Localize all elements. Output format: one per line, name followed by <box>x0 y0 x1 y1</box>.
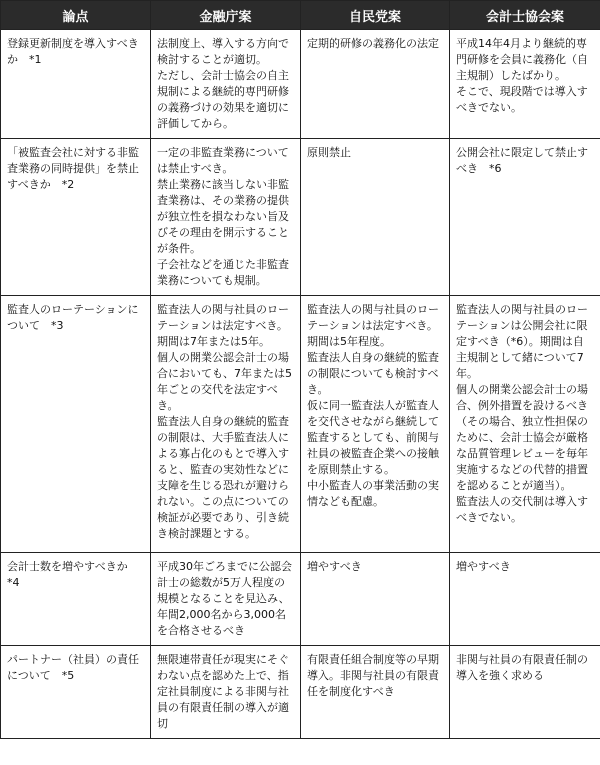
cell-jicpa: 監査法人の関与社員のローテーションは公開会社に限定すべき（*6）。期間は自主規制として緒について7年。 個人の開業公認会計士の場合、例外措置を設けるべき（その場合、独立性担保のために、会計士協会が厳格な品質管理レビューを毎年実施するなどの代替的措置を認めることが適当）。 監査法人の交代制は導入すべきでない。 <box>450 296 600 553</box>
cell-issue: 登録更新制度を導入すべきか *1 <box>1 30 151 139</box>
table-row <box>1 646 600 739</box>
cell-fsa: 法制度上、導入する方向で検討することが適切。 ただし、会計士協会の自主規制による継続的専門研修の義務づけの効果を適切に評価してから。 <box>151 30 301 139</box>
cell-ldp: 原則禁止 <box>301 139 450 296</box>
cell-jicpa: 公開会社に限定して禁止すべき *6 <box>450 139 600 296</box>
cell-issue: 監査人のローテーションについて *3 <box>1 296 151 553</box>
header-row <box>1 1 600 30</box>
cell-issue: 「被監査会社に対する非監査業務の同時提供」を禁止すべきか *2 <box>1 139 151 296</box>
cell-jicpa: 非関与社員の有限責任制の導入を強く求める <box>450 646 600 739</box>
cell-ldp: 定期的研修の義務化の法定 <box>301 30 450 139</box>
table-row <box>1 553 600 646</box>
cell-ldp: 有限責任組合制度等の早期導入。非関与社員の有限責任を制度化すべき <box>301 646 450 739</box>
cell-jicpa: 増やすべき <box>450 553 600 646</box>
cell-fsa: 監査法人の関与社員のローテーションは法定すべき。期間は7年または5年。 個人の開業公認会計士の場合においても、7年または5年ごとの交代を法定すべき。 監査法人自身の継続的監査の制限は、大手監査法人による寡占化のもとで導入すると、監査の実効性などに支障を生じる恐れが避けられない。この点についての検証が必要であり、引き続き検討課題とする。 <box>151 296 301 553</box>
table-row <box>1 296 600 553</box>
cell-issue: 会計士数を増やすべきか *4 <box>1 553 151 646</box>
cell-ldp: 増やすべき <box>301 553 450 646</box>
header-ldp-proposal: 自民党案 <box>301 1 450 30</box>
cell-issue: パートナー（社員）の責任について *5 <box>1 646 151 739</box>
table-row <box>1 139 600 296</box>
header-jicpa-proposal: 会計士協会案 <box>450 1 600 30</box>
table-row <box>1 30 600 139</box>
header-fsa-proposal: 金融庁案 <box>151 1 301 30</box>
cell-ldp: 監査法人の関与社員のローテーションは法定すべき。期間は5年程度。 監査法人自身の継続的監査の制限についても検討すべき。 仮に同一監査法人が監査人を交代させながら継続して監査するとしても、前関与社員の被監査企業への接触を原則禁止する。 中小監査人の事業活動の実情なども配慮。 <box>301 296 450 553</box>
cell-fsa: 一定の非監査業務については禁止すべき。 禁止業務に該当しない非監査業務は、その業務の提供が独立性を損なわない旨及びその理由を開示することが条件。 子会社などを通じた非監査業務についても規制。 <box>151 139 301 296</box>
cell-fsa: 無限連帯責任が現実にそぐわない点を認めた上で、指定社員制度による非関与社員の有限責任制の導入が適切 <box>151 646 301 739</box>
header-issue: 論点 <box>1 1 151 30</box>
cell-jicpa: 平成14年4月より継続的専門研修を会員に義務化（自主規制）したばかり。 そこで、現段階では導入すべきでない。 <box>450 30 600 139</box>
cell-fsa: 平成30年ごろまでに公認会計士の総数が5万人程度の規模となることを見込み、年間2,000名から3,000名を合格させるべき <box>151 553 301 646</box>
